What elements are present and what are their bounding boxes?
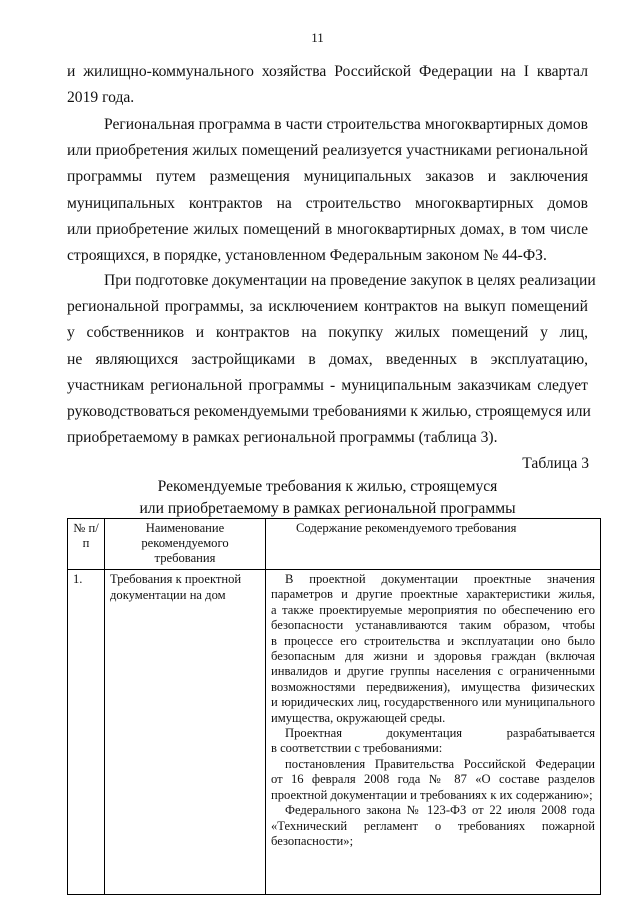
paragraph-line: строящихся, в порядке, установленном Федеральным законом № 44-ФЗ. (67, 247, 547, 265)
paragraph-line: региональной программы, за исключением контрактов на выкуп помещений (67, 298, 588, 316)
content-line: от 16 февраля 2008 года № 87 «О составе разделов (271, 772, 595, 787)
paragraph-line: приобретаемому в рамках региональной программы (таблица 3). (67, 429, 498, 447)
content-line: Федерального закона № 123-ФЗ от 22 июля 2008 года (285, 803, 595, 818)
content-line: В проектной документации проектные значения (285, 572, 595, 586)
paragraph-line: руководствоваться рекомендуемыми требованиями к жилью, строящемуся или (67, 403, 591, 421)
content-line: а также проектируемые мероприятия по обеспечению его (271, 602, 595, 617)
paragraph-1 (67, 59, 588, 111)
content-line: и юридических лиц, государственного или муниципального (271, 695, 595, 710)
content-line: безопасности устанавливаются таким образом, чтобы (271, 618, 595, 633)
content-line: безопасности»; (271, 833, 354, 848)
content-line: в процессе его строительства и эксплуатации оно было (271, 633, 595, 648)
paragraph-line: программы путем размещения муниципальных заказов и заключения (67, 168, 588, 186)
paragraph-2 (67, 112, 588, 269)
paragraph-line: Региональная программа в части строительства многоквартирных домов (104, 116, 588, 133)
paragraph-line: участникам региональной программы - муниципальным заказчикам следует (67, 376, 588, 394)
table-title-line: или приобретаемому в рамках региональной программы (139, 500, 516, 517)
row-name: Требования к проектной документации на дом (105, 570, 266, 895)
content-line: проектной документации и требованиях к их содержанию»; (271, 787, 593, 802)
content-line: безопасным для жизни и здоровья граждан (включая (271, 649, 595, 664)
row-content (266, 570, 601, 895)
content-line: постановления Правительства Российской Федерации (285, 756, 595, 771)
table-header-row (68, 519, 601, 570)
table-title-line: Рекомендуемые требования к жилью, строящемуся (157, 478, 498, 495)
header-content: Содержание рекомендуемого требования (266, 519, 601, 570)
paragraph-line: 2019 года. (67, 89, 135, 107)
content-line: инвалидов и другие группы населения с ограниченными (271, 664, 595, 679)
content-line: имущества, окружающей среды. (271, 710, 446, 725)
header-name: Наименование рекомендуемого требования (105, 519, 266, 570)
paragraph-line: у собственников и контрактов на покупку жилых помещений у лиц, (67, 324, 588, 342)
paragraph-line: При подготовке документации на проведение закупок в целях реализации (104, 272, 596, 289)
content-line: Проектная документация разрабатывается (285, 726, 595, 741)
paragraph-line: муниципальных контрактов на строительство многоквартирных домов (67, 194, 588, 212)
content-line: возможностями передвижения), имущества физических (271, 679, 595, 694)
paragraph-line: не являющихся застройщиками в домах, введенных в эксплуатацию, (67, 350, 588, 368)
content-line: параметров и другие проектные характеристики жилья, (271, 587, 595, 602)
paragraph-line: и жилищно-коммунального хозяйства Российской Федерации на I квартал (67, 63, 588, 80)
paragraph-line: или приобретения жилых помещений реализуется участниками региональной (67, 142, 588, 160)
table-row (68, 570, 601, 895)
row-num: 1. (68, 570, 105, 895)
requirements-table (67, 518, 601, 895)
table-label: Таблица 3 (522, 455, 589, 472)
paragraph-line: или приобретение жилых помещений в многоквартирных домах, в том числе (67, 220, 588, 238)
page-number: 11 (311, 30, 324, 45)
header-num: № п/п (68, 519, 105, 570)
paragraph-3 (67, 268, 596, 451)
content-line: в соответствии с требованиями: (271, 741, 443, 756)
content-line: «Технический регламент о требованиях пожарной (271, 818, 595, 833)
table-title (67, 476, 588, 520)
